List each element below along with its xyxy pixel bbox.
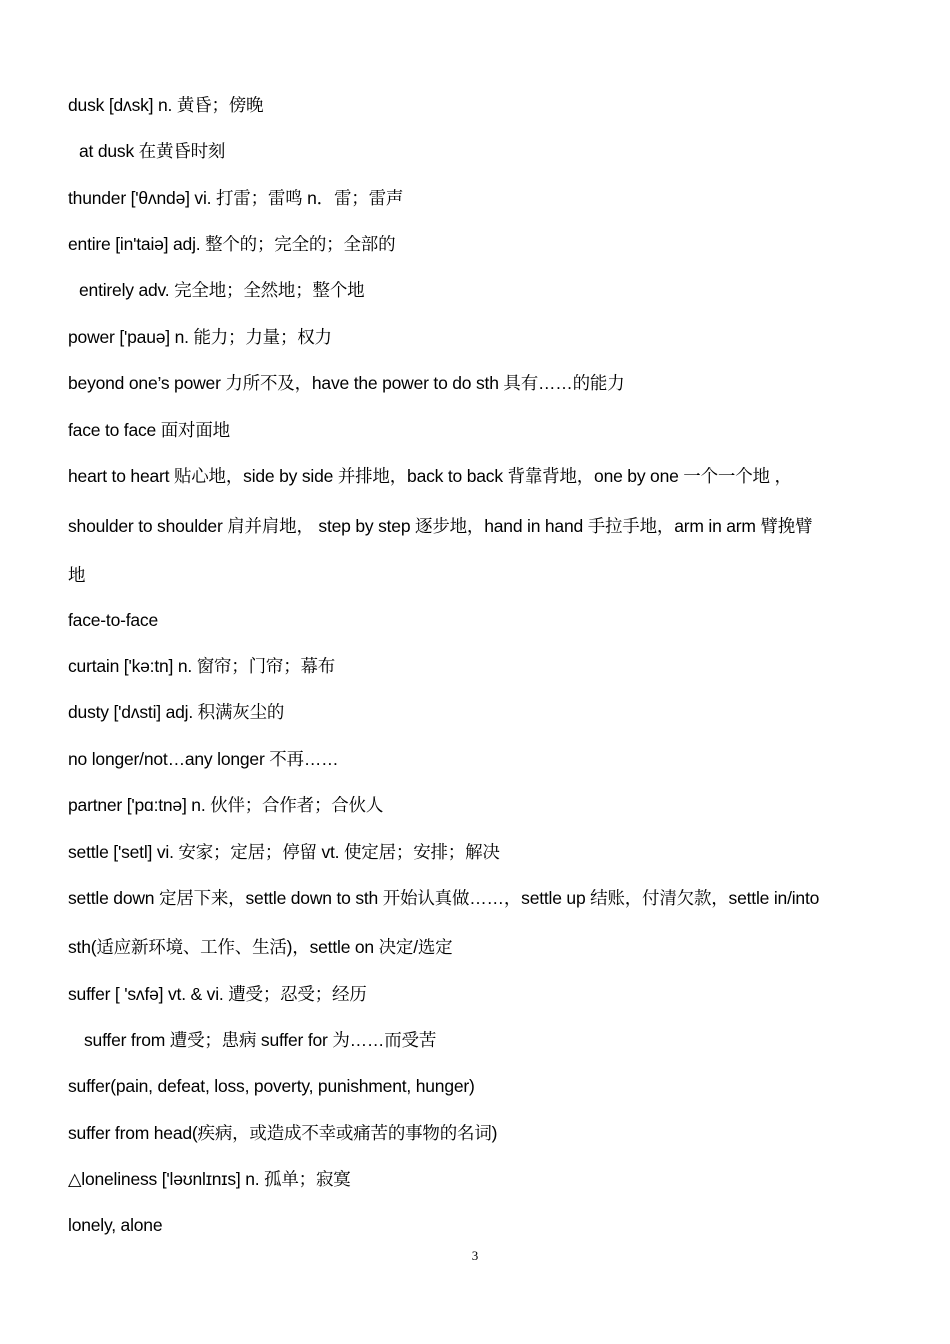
entry-settle: settle ['setl] vi. 安家；定居；停留 vt. 使定居；安排；解决 (68, 842, 500, 862)
entry-loneliness: △loneliness ['ləʊnlɪnɪs] n. 孤单；寂寞 (68, 1169, 351, 1189)
phrase-list-line-1: heart to heart 贴心地，side by side 并排地，back to back 背靠背地，one by one 一个一个地 ， (68, 466, 792, 486)
phrase-suffer-from: suffer from 遭受；患病 suffer for 为……而受苦 (84, 1030, 437, 1050)
entry-entirely: entirely adv. 完全地；全然地；整个地 (79, 280, 365, 300)
phrase-list-line-3: 地 (68, 565, 86, 585)
phrase-list-line-2: shoulder to shoulder 肩并肩地， step by step 逐步地，hand in hand 手拉手地，arm in arm 臂挽臂 (68, 516, 813, 536)
entry-curtain: curtain ['kə:tn] n. 窗帘；门帘；幕布 (68, 656, 336, 676)
entry-thunder: thunder ['θʌndə] vi. 打雷；雷鸣 n．雷；雷声 (68, 188, 404, 208)
entry-dusk: dusk [dʌsk] n. 黄昏；傍晚 (68, 95, 264, 115)
page-number: 3 (471, 1248, 479, 1263)
phrase-settle-line-2: sth(适应新环境、工作、生活)，settle on 决定/选定 (68, 937, 453, 957)
phrase-power: beyond one’s power 力所不及，have the power to do sth 具有……的能力 (68, 373, 625, 393)
entry-suffer: suffer [ 'sʌfə] vt. & vi. 遭受；忍受；经历 (68, 984, 367, 1004)
phrase-face-to-face: face to face 面对面地 (68, 420, 230, 440)
entry-power: power ['pauə] n. 能力；力量；权力 (68, 327, 332, 347)
phrase-settle-line-1: settle down 定居下来，settle down to sth 开始认真做……，settle up 结账，付清欠款，settle in/into (68, 888, 820, 908)
entry-partner: partner ['pɑ:tnə] n. 伙伴；合作者；合伙人 (68, 795, 384, 815)
usage-suffer-objects: suffer(pain, defeat, loss, poverty, punishment, hunger) (68, 1076, 475, 1096)
phrase-at-dusk: at dusk 在黄昏时刻 (79, 141, 226, 161)
entry-face-to-face-adj: face-to-face (68, 610, 159, 630)
phrase-no-longer: no longer/not…any longer 不再…… (68, 749, 339, 769)
entry-entire: entire [in'taiə] adj. 整个的；完全的；全部的 (68, 234, 396, 254)
usage-suffer-from: suffer from head(疾病，或造成不幸或痛苦的事物的名词) (68, 1123, 498, 1143)
related-words-lonely-alone: lonely, alone (68, 1215, 163, 1235)
entry-dusty: dusty ['dʌsti] adj. 积满灰尘的 (68, 702, 285, 722)
